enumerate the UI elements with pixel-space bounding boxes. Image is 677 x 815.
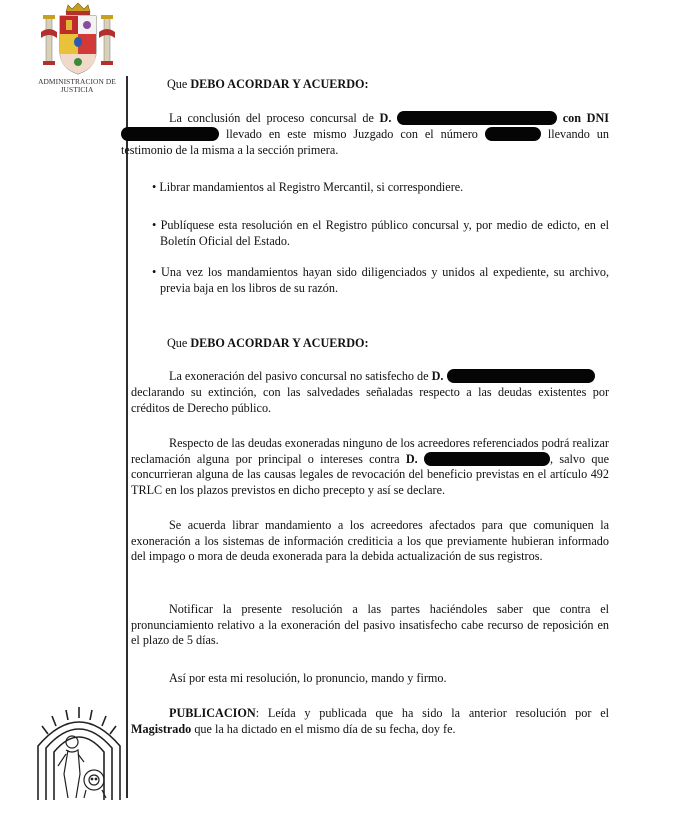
section-heading: Que DEBO ACORDAR Y ACUERDO:	[167, 77, 369, 91]
redaction-name	[447, 369, 595, 383]
redaction-dni	[121, 127, 219, 141]
margin-rule	[126, 76, 128, 798]
list-item: • Una vez los mandamientos hayan sido diligenciados y unidos al expediente, su archivo, previa baja en los libros de su razón.	[152, 265, 609, 295]
section-heading: Que DEBO ACORDAR Y ACUERDO:	[167, 336, 369, 350]
hercules-emblem-icon	[32, 704, 126, 800]
paragraph-publication: PUBLICACION: Leída y publicada que ha sido la anterior resolución por el Magistrado que la ha dictado en el mismo día de su fecha, doy fe.	[131, 706, 609, 736]
paragraph-notify: Notificar la presente resolución a las partes haciéndoles saber que contra el pronunciamiento relativo a la exoneración del pasivo insatisfecho cabe recurso de reposición en el plazo de 5 días.	[131, 602, 609, 648]
institution-label: ADMINISTRACION DE JUSTICIA	[38, 77, 116, 95]
coat-of-arms-icon	[38, 2, 118, 78]
paragraph-conclusion-line1: La conclusión del proceso concursal de D. con DNI	[169, 111, 609, 125]
paragraph-creditors: Se acuerda librar mandamiento a los acreedores afectados para que comuniquen la exoneración a los sistemas de información crediticia a los que previamente hubieran informado del impago o mora de deuda exonerada para la debida actualización de sus registros.	[131, 518, 609, 564]
paragraph-conclusion-line2: llevado en este mismo Juzgado con el número llevando un	[121, 127, 609, 143]
redaction-number	[485, 127, 541, 141]
redaction-name	[397, 111, 557, 125]
paragraph-exoneration-body: declarando su extinción, con las salvedades señaladas respecto a las deudas existentes por créditos de Derecho público.	[131, 385, 609, 415]
paragraph-exoneration-line1: La exoneración del pasivo concursal no satisfecho de D.	[169, 369, 609, 385]
list-item: • Librar mandamientos al Registro Mercantil, si correspondiere.	[152, 180, 464, 194]
paragraph-debts: Respecto de las deudas exoneradas ninguno de los acreedores referenciados podrá realizar reclamación alguna por principal o intereses contra D. , salvo que concurrieran alguna de las causas legales de revocación del beneficio previstas en el artículo 492 TRLC en los plazos previstos en dicho precepto y así se declare.	[131, 436, 610, 497]
redaction-name	[424, 452, 550, 466]
paragraph-signature: Así por esta mi resolución, lo pronuncio, mando y firmo.	[169, 671, 447, 685]
paragraph-conclusion-line3: testimonio de la misma a la sección primera.	[121, 143, 339, 157]
list-item: • Publíquese esta resolución en el Registro público concursal y, por medio de edicto, en el Boletín Oficial del Estado.	[152, 218, 609, 248]
